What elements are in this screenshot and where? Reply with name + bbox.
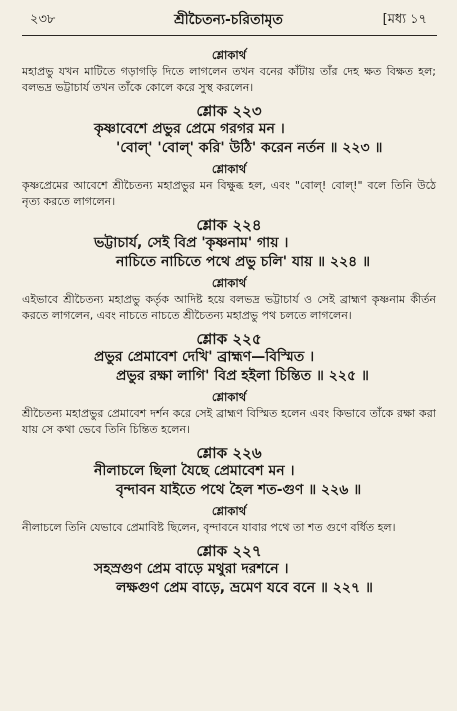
verse-line: প্রভুর রক্ষা লাগি' বিপ্র হইলা চিন্তিত ॥ ২২৫ ॥ — [116, 368, 369, 384]
book-title: শ্রীচৈতন্য-চরিতামৃত — [174, 12, 283, 28]
verse-number: শ্লোক ২২৬ — [196, 444, 262, 462]
translation-paragraph: নীলাচলে তিনি যেভাবে প্রেমাবিষ্ট ছিলেন, বৃন্দাবনে যাবার পথে তা শত গুণে বর্ধিত হল। — [22, 521, 396, 534]
verse-line: প্রভুর প্রেমাবেশ দেখি' ব্রাহ্মণ—বিস্মিত । — [94, 349, 315, 365]
translation-heading: শ্লোকার্থ — [211, 276, 247, 290]
verse-line: নীলাচলে ছিলা যৈছে প্রেমাবেশ মন । — [94, 463, 295, 479]
verse-number: শ্লোক ২২৭ — [196, 542, 262, 560]
verse-line: ভট্টাচার্য, সেই বিপ্র 'কৃষ্ণনাম' গায় । — [94, 235, 289, 251]
verse-line: লক্ষগুণ প্রেম বাড়ে, ভ্রমেণ যবে বনে ॥ ২২৭ ॥ — [116, 580, 373, 596]
verse-line: নাচিতে নাচিতে পথে প্রভু চলি' যায় ॥ ২২৪ ॥ — [116, 254, 371, 270]
page-header — [0, 0, 457, 42]
verse-line: সহস্রগুণ প্রেম বাড়ে মথুরা দরশনে । — [94, 561, 289, 577]
translation-paragraph: কৃষ্ণপ্রেমের আবেশে শ্রীচৈতন্য মহাপ্রভুর মন বিক্ষুব্ধ হল, এবং "বোল্! বোল্!" বলে তিনি উঠে নৃত্য করতে লাগলেন। — [22, 179, 436, 208]
translation-paragraph: শ্রীচৈতন্য মহাপ্রভুর প্রেমাবেশ দর্শন করে সেই ব্রাহ্মণ বিস্মিত হলেন এবং কিভাবে তাঁকে রক্ষা করা যায় সে কথা ভেবে তিনি চিন্তিত হলেন। — [22, 407, 436, 436]
verse-number: শ্লোক ২২৫ — [196, 330, 262, 348]
verse-line: 'বোল্' 'বোল্' করি' উঠি' করেন নর্তন ॥ ২২৩ ॥ — [116, 140, 383, 156]
translation-heading: শ্লোকার্থ — [211, 162, 247, 176]
verse-number: শ্লোক ২২৪ — [196, 216, 262, 234]
verse-number: শ্লোক ২২৩ — [196, 102, 262, 120]
translation-paragraph: এইভাবে শ্রীচৈতন্য মহাপ্রভু কর্তৃক আদিষ্ট হয়ে বলভদ্র ভট্টাচার্য ও সেই ব্রাহ্মণ কৃষ্ণনাম কীর্তন করতে লাগলেন, এবং নাচতে নাচতে শ্রীচৈতন্য মহাপ্রভু পথ চলতে লাগলেন। — [22, 293, 436, 322]
page-content — [22, 44, 436, 598]
translation-paragraph: মহাপ্রভু যখন মাটিতে গড়াগড়ি দিতে লাগলেন তখন বনের কাঁটায় তাঁর দেহ ক্ষত বিক্ষত হল; বলভদ্র ভট্টাচার্য তখন তাঁকে কোলে করে সুস্থ করলেন। — [22, 65, 436, 94]
verse-line: বৃন্দাবন যাইতে পথে হৈল শত-গুণ ॥ ২২৬ ॥ — [116, 482, 362, 498]
page-number: ২৩৮ — [30, 12, 56, 27]
translation-heading: শ্লোকার্থ — [211, 48, 247, 62]
translation-heading: শ্লোকার্থ — [211, 504, 247, 518]
header-rule — [22, 35, 437, 36]
translation-heading: শ্লোকার্থ — [211, 390, 247, 404]
verse-line: কৃষ্ণাবেশে প্রভুর প্রেমে গরগর মন । — [94, 121, 285, 137]
section-label: [মধ্য ১৭ — [382, 12, 427, 27]
